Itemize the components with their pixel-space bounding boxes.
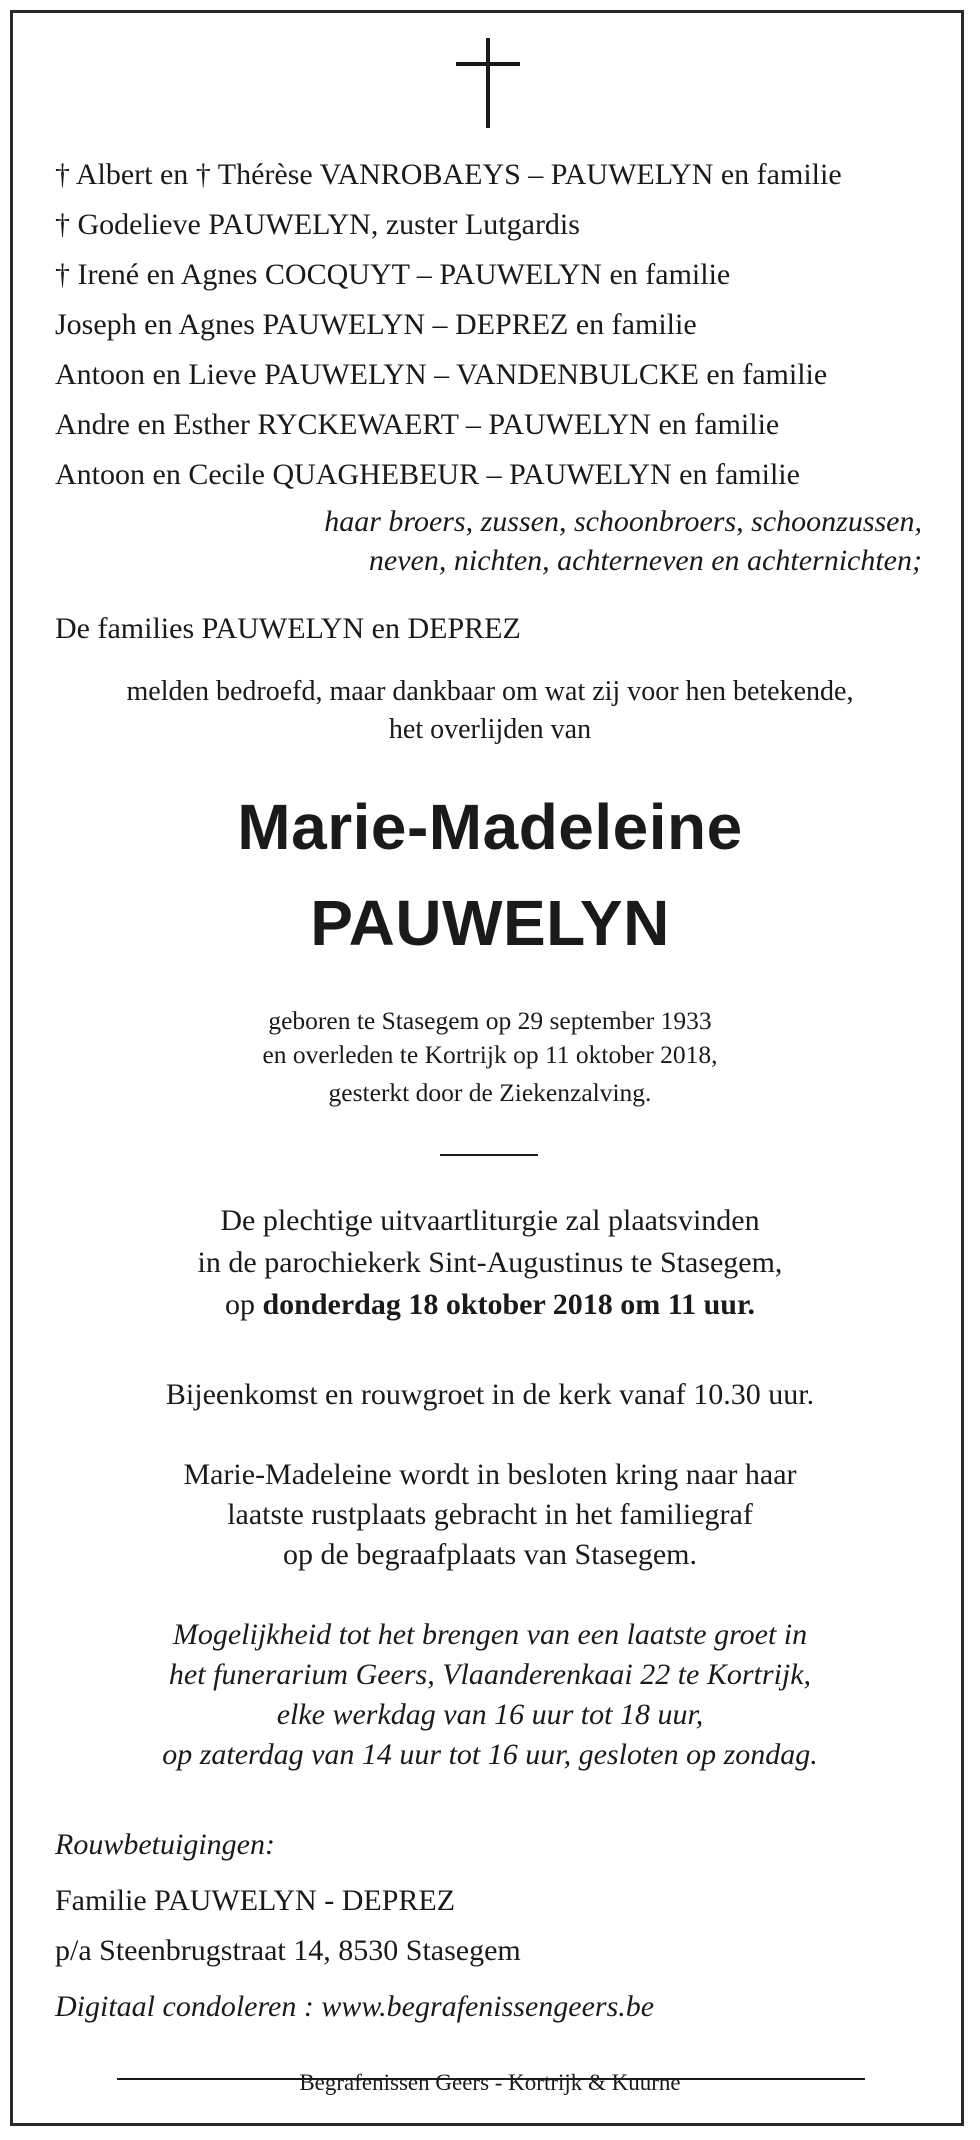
condolences-online: Digitaal condoleren : www.begrafenissengeers.be (55, 1990, 655, 2023)
family-line: Joseph en Agnes PAUWELYN – DEPREZ en familie (55, 308, 697, 341)
deceased-first-name: Marie-Madeleine (237, 791, 743, 863)
funeral-line: De plechtige uitvaartliturgie zal plaatsvinden (220, 1204, 760, 1237)
families-line: De families PAUWELYN en DEPREZ (55, 612, 521, 645)
family-line: Antoon en Cecile QUAGHEBEUR – PAUWELYN en familie (55, 458, 800, 491)
birth-death-line: gesterkt door de Ziekenzalving. (328, 1078, 652, 1107)
relations-line: neven, nichten, achterneven en achternichten; (368, 544, 922, 577)
burial-line: Marie-Madeleine wordt in besloten kring naar haar (183, 1458, 797, 1491)
funeral-date-prefix: op (224, 1288, 263, 1321)
condolences-label: Rouwbetuigingen: (55, 1828, 275, 1861)
condolences-recipient: Familie PAUWELYN - DEPREZ (55, 1884, 456, 1917)
separator (440, 1154, 538, 1156)
visitation-line: het funerarium Geers, Vlaanderenkaai 22 te Kortrijk, (168, 1658, 812, 1691)
gathering-line: Bijeenkomst en rouwgroet in de kerk vanaf 10.30 uur. (165, 1378, 815, 1411)
footer-text: Begrafenissen Geers - Kortrijk & Kuurne (299, 2070, 681, 2095)
family-line: Antoon en Lieve PAUWELYN – VANDENBULCKE en familie (55, 358, 828, 391)
visitation-line: op zaterdag van 14 uur tot 16 uur, gesloten op zondag. (162, 1738, 818, 1771)
deceased-last-name: PAUWELYN (310, 887, 670, 959)
visitation-line: elke werkdag van 16 uur tot 18 uur, (276, 1698, 704, 1731)
announce-line: het overlijden van (388, 714, 592, 745)
burial-line: op de begraafplaats van Stasegem. (282, 1538, 697, 1571)
birth-death-line: en overleden te Kortrijk op 11 oktober 2018, (262, 1040, 718, 1069)
condolences-address: p/a Steenbrugstraat 14, 8530 Stasegem (55, 1934, 521, 1967)
funeral-date: donderdag 18 oktober 2018 om 11 uur. (262, 1288, 756, 1321)
funeral-line: in de parochiekerk Sint-Augustinus te Stasegem, (197, 1246, 783, 1279)
family-line: † Irené en Agnes COCQUYT – PAUWELYN en familie (55, 258, 731, 291)
family-line: † Godelieve PAUWELYN, zuster Lutgardis (55, 208, 580, 241)
family-line: Andre en Esther RYCKEWAERT – PAUWELYN en familie (55, 408, 780, 441)
visitation-line: Mogelijkheid tot het brengen van een laatste groet in (172, 1618, 808, 1651)
funeral-date-line (0, 1288, 980, 1322)
family-line: † Albert en † Thérèse VANROBAEYS – PAUWELYN en familie (55, 158, 842, 191)
announce-line: melden bedroefd, maar dankbaar om wat zij voor hen betekende, (126, 676, 854, 707)
burial-line: laatste rustplaats gebracht in het familiegraf (227, 1498, 753, 1531)
birth-death-line: geboren te Stasegem op 29 september 1933 (268, 1006, 712, 1035)
relations-line: haar broers, zussen, schoonbroers, schoonzussen, (324, 505, 922, 538)
